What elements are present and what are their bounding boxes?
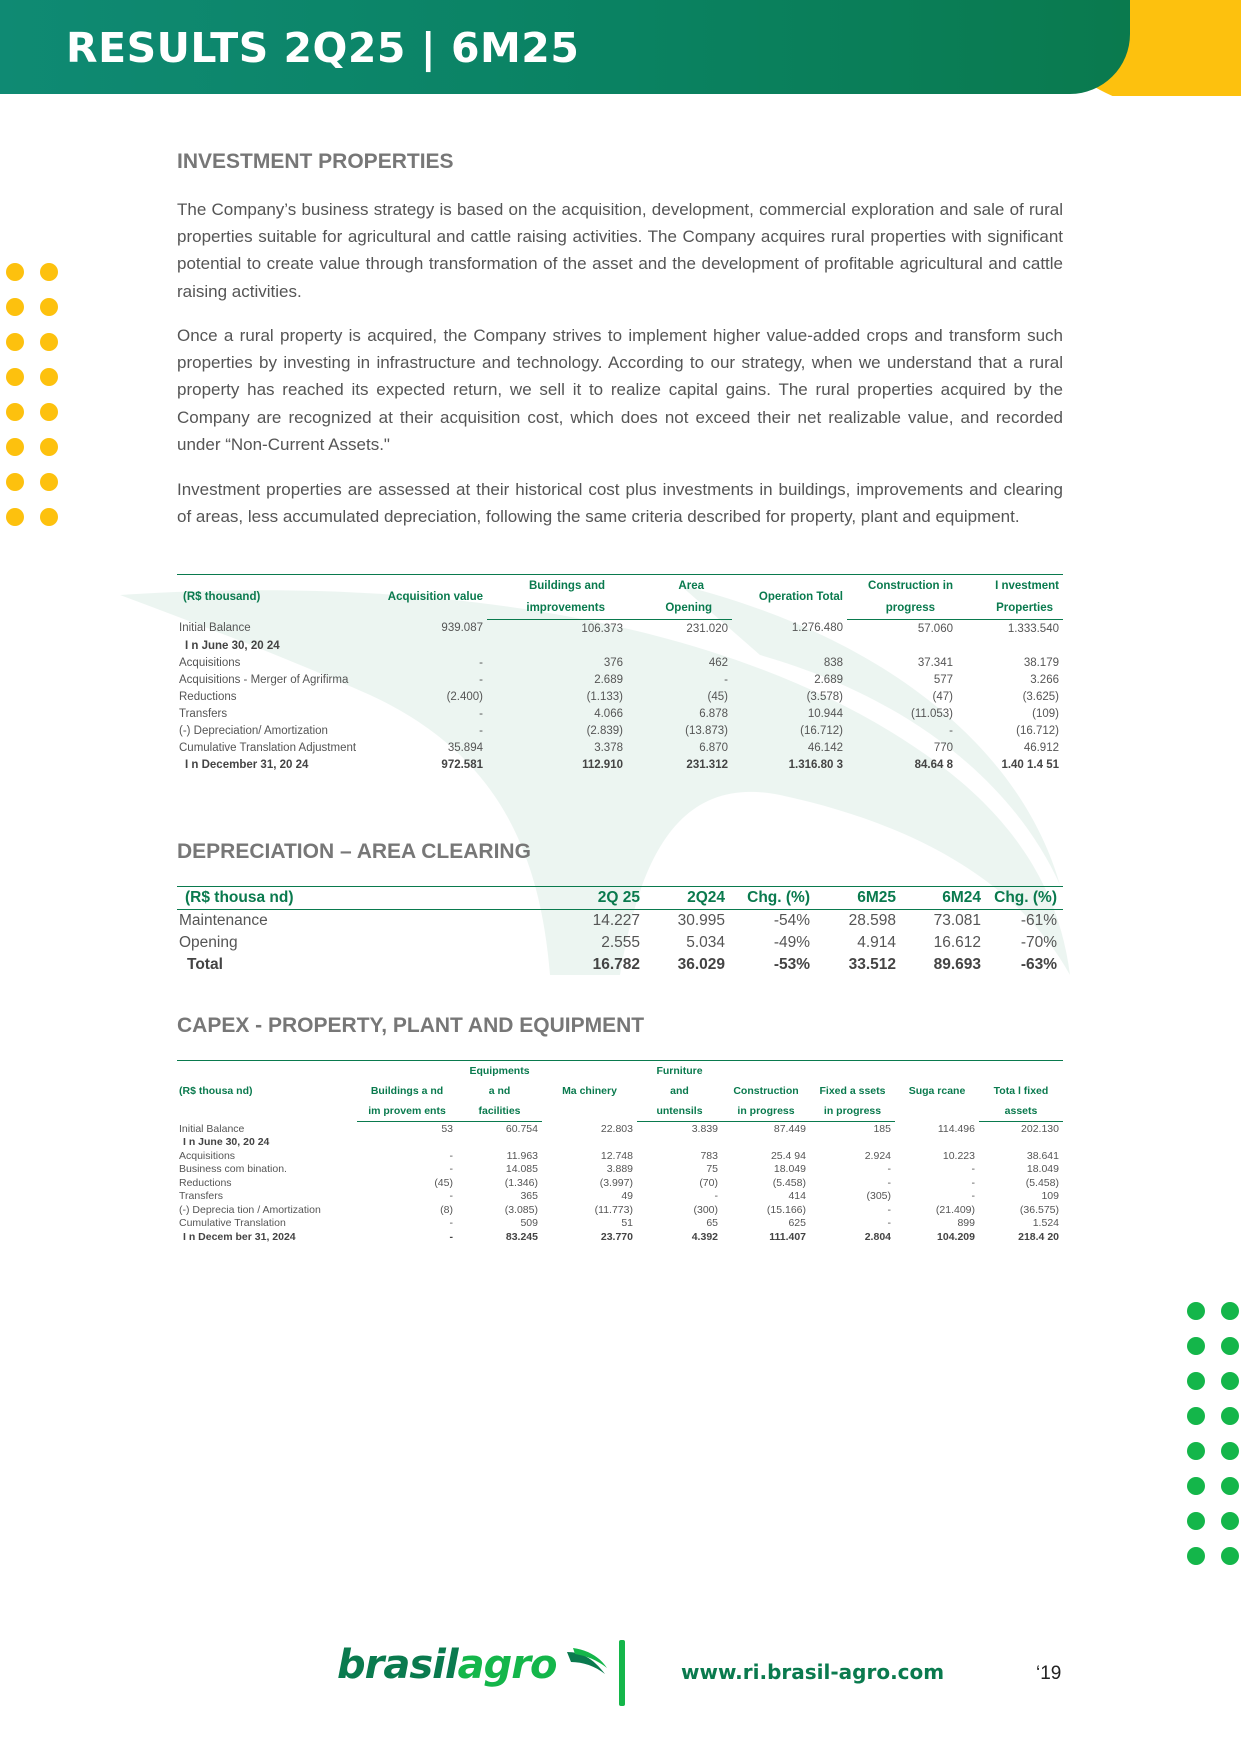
capex-title: CAPEX - PROPERTY, PLANT AND EQUIPMENT: [177, 1014, 645, 1037]
table-row: I n Decem ber 31, 2024 - 83.245 23.770 4.392 111.407 2.804 104.209 218.4 20: [183, 1230, 1059, 1243]
t3-header-construction-2: in progress: [722, 1101, 810, 1122]
t1-header-operation: Operation Total: [732, 575, 847, 620]
t2-header-6m24: 6M24: [902, 887, 987, 910]
table-row: Cumulative Translation - 509 51 65 625 - 899 1.524: [179, 1217, 1059, 1230]
depreciation-table: [177, 886, 1063, 976]
table-row: (-) Depreciation/ Amortization - (2.839) (13.873) (16.712) - (16.712): [179, 724, 1059, 737]
t1-header-construction-1: Construction in: [847, 575, 957, 598]
table-row: Opening 2.555 5.034 -49% 4.914 16.612 -70%: [179, 934, 1057, 951]
paragraph-3: Investment properties are assessed at their historical cost plus investments in buildings, improvements and clearing of areas, less accumulated depreciation, following the same criteria described for property, plant and equipment.: [177, 480, 1063, 527]
table-row: I n June 30, 20 24: [183, 1136, 270, 1149]
page-title: RESULTS 2Q25 | 6M25: [66, 24, 580, 72]
t1-header-area-2: Opening: [627, 597, 732, 620]
table-row: Cumulative Translation Adjustment 35.894 3.378 6.870 46.142 770 46.912: [179, 741, 1059, 754]
t1-header-investment-2: Properties: [957, 597, 1063, 620]
table-row: Acquisitions - 11.963 12.748 783 25.4 94 2.924 10.223 38.641: [179, 1149, 1059, 1162]
t3-header-machinery: Ma chinery: [542, 1061, 637, 1122]
t3-header-sugarcane: Suga rcane: [895, 1061, 979, 1122]
paragraph-2: Once a rural property is acquired, the Company strives to implement higher value-added crops and transform such properties by investing in infrastructure and technology. According to our strategy, when we understand that a rural property has reached its expected return, we sell it to realize capital gains. The rural properties acquired by the Company are recognized at their acquisition cost, which does not exceed their net realizable value, and recorded under “Non-Current Assets.": [177, 326, 1063, 454]
capex-table: [177, 1060, 1063, 1244]
table-row: Initial Balance 939.087 106.373 231.020 1.276.480 57.060 1.333.540: [179, 622, 1059, 635]
t3-header-equipments-2: a nd: [488, 1085, 511, 1097]
t3-header-equipments-3: facilities: [457, 1101, 542, 1122]
page-header: [0, 0, 1241, 96]
t3-header-total-2: assets: [979, 1101, 1063, 1122]
t3-header-buildings-spacer: [357, 1061, 457, 1082]
table-row: I n June 30, 20 24: [185, 639, 280, 652]
t3-header-equipments-1: Equipments: [457, 1061, 542, 1082]
table-row: Reductions (2.400) (1.133) (45) (3.578) (47) (3.625): [179, 690, 1059, 703]
footer-separator: [619, 1640, 625, 1706]
t3-header-fixed-2: in progress: [810, 1101, 895, 1122]
t3-header-construction-1: Construction: [733, 1085, 799, 1097]
investment-properties-table: [177, 574, 1063, 773]
t3-header-buildings-1: Buildings a nd: [370, 1085, 444, 1097]
table-row: Business com bination. - 14.085 3.889 75 18.049 - - 18.049: [179, 1163, 1059, 1176]
t2-header-chg-2: Chg. (%): [987, 887, 1063, 910]
t3-header-fixed-1: Fixed a ssets: [819, 1085, 886, 1097]
t1-header-investment-1: I nvestment: [957, 575, 1063, 598]
t2-header-chg-1: Chg. (%): [731, 887, 816, 910]
page-number: ‘19: [1036, 1663, 1062, 1684]
t3-header-furniture-2: and: [670, 1085, 689, 1097]
t2-header-6m25: 6M25: [816, 887, 902, 910]
t1-header-acquisition: Acquisition value: [377, 575, 487, 620]
t2-header-2q24: 2Q24: [646, 887, 731, 910]
logo-swoosh-icon: [565, 1648, 609, 1678]
depreciation-title: DEPRECIATION – AREA CLEARING: [177, 840, 531, 863]
t3-header-buildings-2: im provem ents: [357, 1101, 457, 1122]
t1-header-buildings-2: improvements: [487, 597, 627, 620]
t3-header-furniture-1: Furniture: [637, 1061, 722, 1082]
table-row: Transfers - 365 49 - 414 (305) - 109: [179, 1190, 1059, 1203]
t3-header-fixed-spacer: [810, 1061, 895, 1082]
t2-header-label: (R$ thousa nd): [177, 887, 557, 910]
t2-header-2q25: 2Q 25: [557, 887, 646, 910]
footer-website-link[interactable]: www.ri.brasil-agro.com: [681, 1660, 945, 1684]
t1-header-construction-2: progress: [847, 597, 957, 620]
paragraph-1: The Company’s business strategy is based on the acquisition, development, commercial exploration and sale of rural properties suitable for agricultural and cattle raising activities. The Company acquires rural properties with significant potential to create value through transformation of the asset and the development of profitable agricultural and cattle raising activities.: [177, 200, 1063, 301]
table-row: Reductions (45) (1.346) (3.997) (70) (5.458) - - (5.458): [179, 1176, 1059, 1189]
table-row: Transfers - 4.066 6.878 10.944 (11.053) (109): [179, 707, 1059, 720]
table-row: Maintenance 14.227 30.995 -54% 28.598 73.081 -61%: [179, 912, 1057, 929]
t3-header-total-1: Tota l fixed: [993, 1085, 1049, 1097]
table-row: Acquisitions - 376 462 838 37.341 38.179: [179, 656, 1059, 669]
yellow-dots-decoration: [6, 263, 58, 526]
table-row: Acquisitions - Merger of Agrifirma - 2.689 - 2.689 577 3.266: [179, 673, 1059, 686]
table-row: I n December 31, 20 24 972.581 112.910 231.312 1.316.80 3 84.64 8 1.40 1.4 51: [185, 758, 1059, 771]
t3-header-furniture-3: untensils: [637, 1101, 722, 1122]
t3-header-construction-spacer: [722, 1061, 810, 1082]
t1-header-label: (R$ thousand): [177, 575, 377, 620]
investment-properties-title: INVESTMENT PROPERTIES: [177, 150, 454, 173]
table-row: Total 16.782 36.029 -53% 33.512 89.693 -63%: [187, 956, 1057, 973]
table-row: Initial Balance 53 60.754 22.803 3.839 87.449 185 114.496 202.130: [179, 1122, 1059, 1135]
t1-header-buildings-1: Buildings and: [487, 575, 627, 598]
green-dots-decoration: [1187, 1302, 1239, 1565]
t1-header-area-1: Area: [627, 575, 732, 598]
t3-header-label: (R$ thousa nd): [177, 1061, 357, 1122]
brasilagro-logo: brasilagro: [337, 1642, 609, 1688]
table-row: (-) Deprecia tion / Amortization (8) (3.085) (11.773) (300) (15.166) - (21.409) (36.575): [179, 1203, 1059, 1216]
t3-header-total-spacer: [979, 1061, 1063, 1082]
